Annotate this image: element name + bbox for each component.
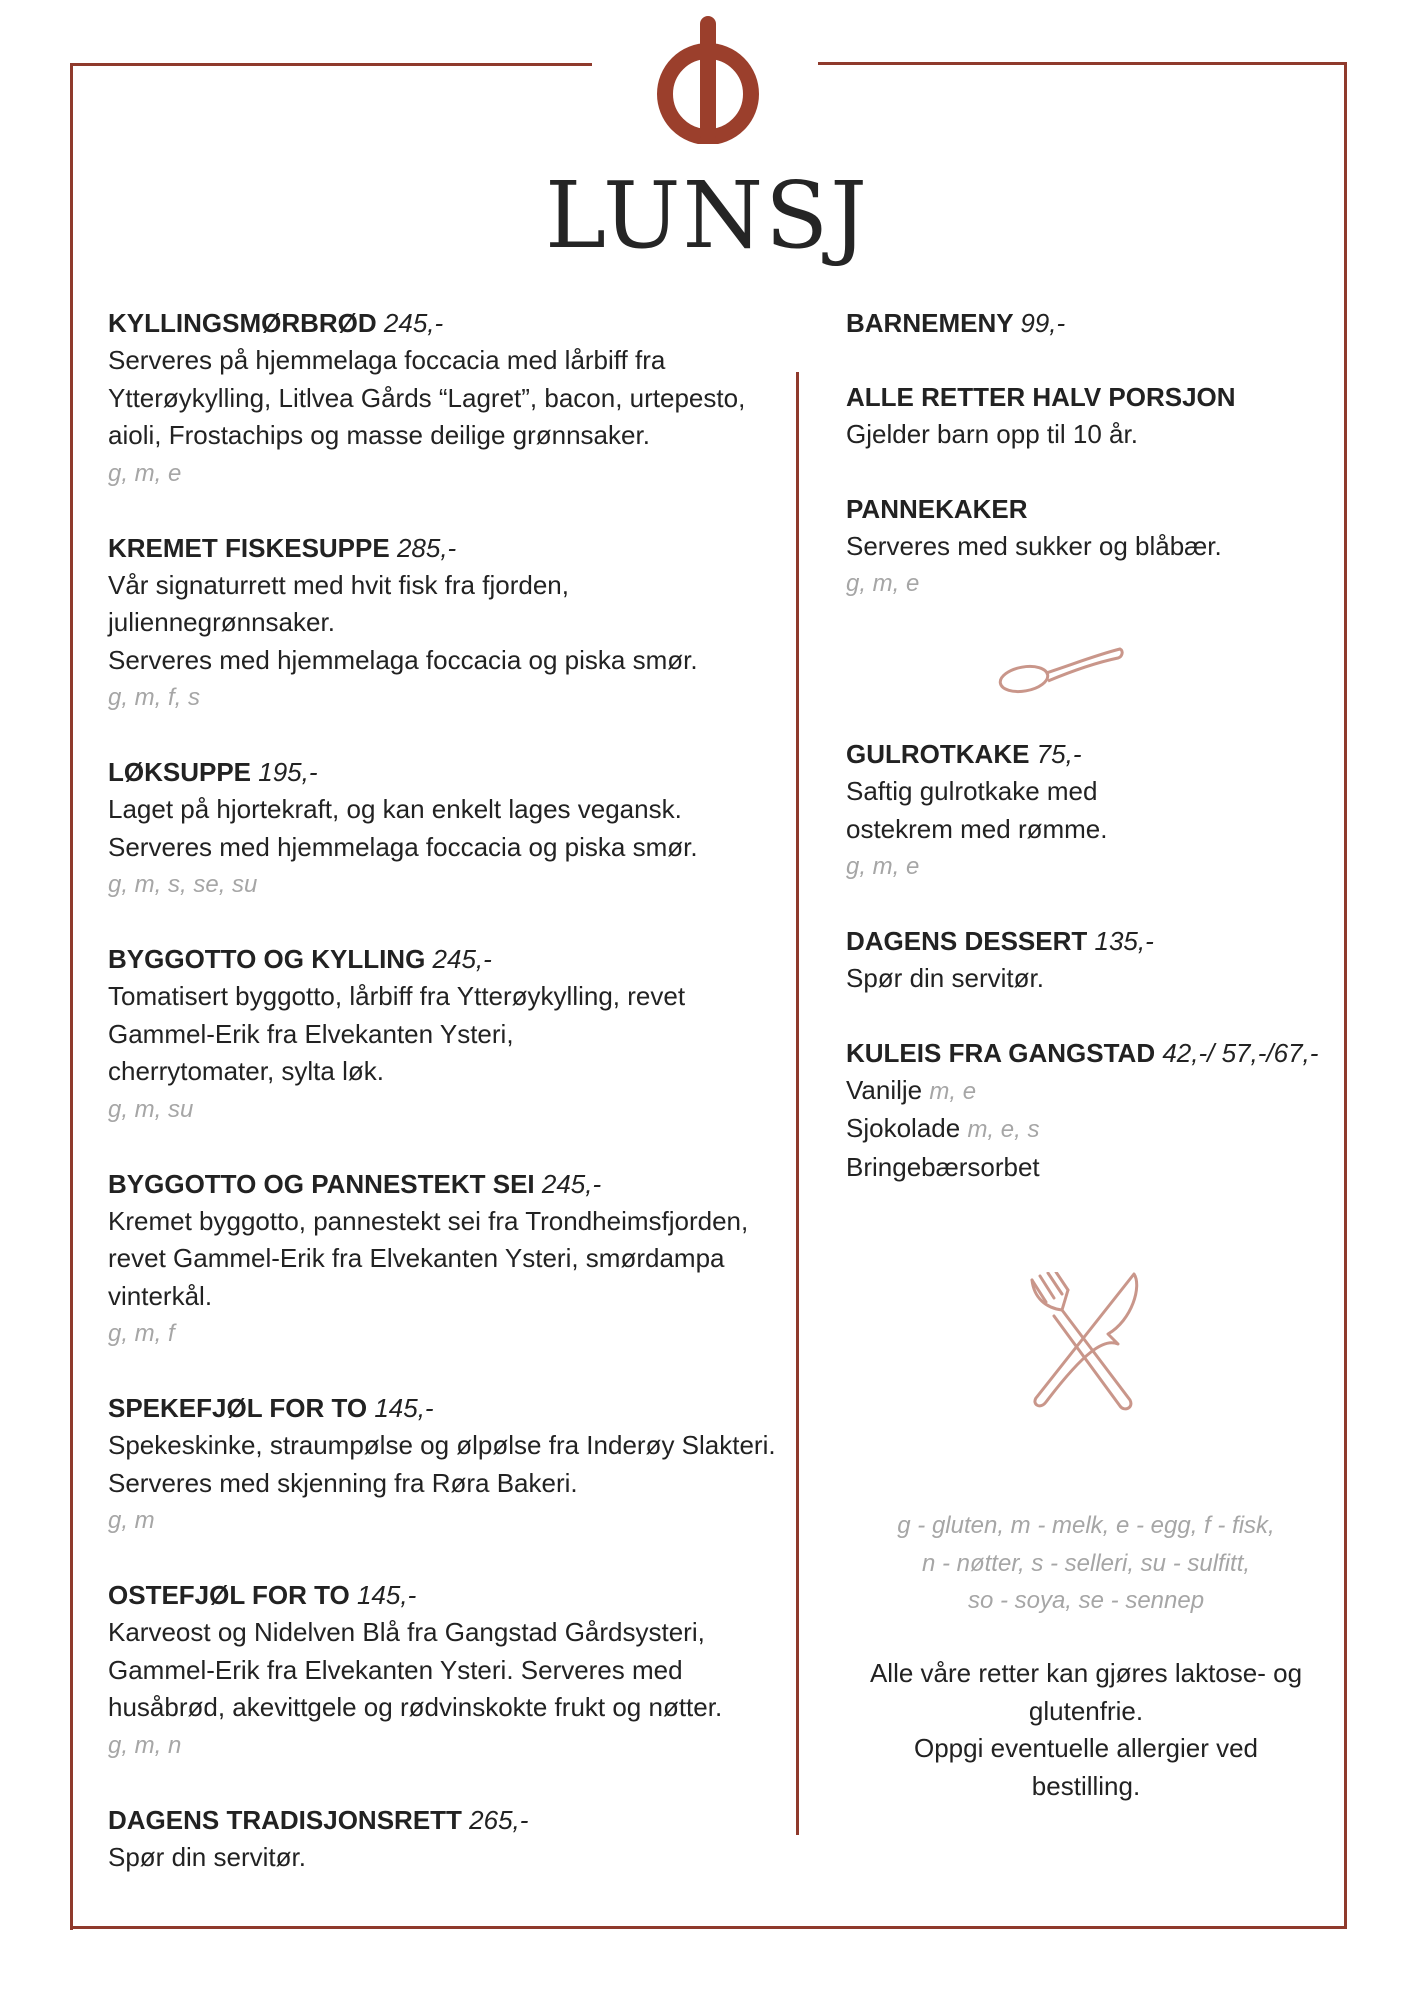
fork-knife-icon xyxy=(1024,1272,1144,1412)
item-title: PANNEKAKER xyxy=(846,493,1028,524)
item-title: KREMET FISKESUPPE xyxy=(108,532,390,563)
item-price: 285,- xyxy=(396,532,457,563)
restaurant-logo xyxy=(654,14,762,144)
item-title: ALLE RETTER HALV PORSJON xyxy=(846,382,1236,412)
frame-top-left xyxy=(70,63,592,66)
item-name xyxy=(846,1034,1336,1072)
flavor-item xyxy=(846,1072,1336,1111)
legend-line: n - nøtter, s - selleri, su - sulfitt, xyxy=(921,1549,1251,1577)
item-description: Spør din servitør. xyxy=(108,1841,306,1872)
item-name xyxy=(846,490,1336,528)
frame-top-right xyxy=(818,62,1347,65)
notice-line: glutenfrie. xyxy=(1028,1695,1144,1726)
left-column xyxy=(108,304,798,1912)
item-name xyxy=(846,378,1336,416)
item-description: Kremet byggotto, pannestekt sei fra Trondheimsfjorden, revet Gammel-Erik fra Elvekanten Ysteri, smørdampa vinterkål. xyxy=(108,1205,749,1311)
flavor-name: Bringebærsorbet xyxy=(846,1151,1040,1182)
item-price: 245,- xyxy=(541,1168,602,1199)
notice-line: bestilling. xyxy=(1031,1770,1141,1801)
frame-right xyxy=(1344,62,1347,1926)
right-bottom-items xyxy=(846,735,1336,998)
menu-item xyxy=(846,304,1336,342)
item-description: Gjelder barn opp til 10 år. xyxy=(846,419,1138,449)
right-column xyxy=(846,304,1336,1222)
item-price: 195,- xyxy=(258,757,318,787)
menu-item xyxy=(108,1576,798,1765)
item-allergens: g, m xyxy=(108,1507,155,1534)
item-allergens: g, m, e xyxy=(108,459,182,487)
item-price: 245,- xyxy=(432,944,492,974)
notice-line: Alle våre retter kan gjøres laktose- og xyxy=(869,1658,1303,1688)
item-allergens: g, m, e xyxy=(846,570,920,597)
item-title: BYGGOTTO OG KYLLING xyxy=(108,944,426,974)
item-description: Spekeskinke, straumpølse og ølpølse fra Inderøy Slakteri. Serveres med skjenning fra Røra Bakeri. xyxy=(108,1430,776,1498)
menu-item-kuleis xyxy=(846,1034,1336,1187)
item-title: DAGENS TRADISJONSRETT xyxy=(108,1804,462,1835)
item-name xyxy=(846,922,1336,960)
item-price: 75,- xyxy=(1036,739,1082,769)
item-name xyxy=(108,1801,798,1839)
item-name xyxy=(108,753,798,791)
menu-item xyxy=(108,1389,798,1540)
item-title: KYLLINGSMØRBRØD xyxy=(108,308,377,338)
item-name xyxy=(108,304,798,342)
legend-line: so - soya, se - sennep xyxy=(967,1587,1205,1614)
item-description: Tomatisert byggotto, lårbiff fra Ytterøykylling, revet Gammel-Erik fra Elvekanten Ysteri, cherrytomater, sylta løk. xyxy=(108,981,686,1086)
item-description: Laget på hjortekraft, og kan enkelt lages vegansk. Serveres med hjemmelaga foccacia og piska smør. xyxy=(108,794,698,862)
item-description: Karveost og Nidelven Blå fra Gangstad Gårdsysteri, Gammel-Erik fra Elvekanten Ysteri. Serveres med husåbrød, akevittgele og rødvinskokte frukt og nøtter. xyxy=(108,1617,723,1722)
item-title: KULEIS FRA GANGSTAD xyxy=(846,1037,1156,1068)
item-allergens: g, m, s, se, su xyxy=(108,871,258,898)
flavor-name: Sjokolade xyxy=(846,1113,961,1143)
item-allergens: g, m, su xyxy=(108,1095,194,1123)
item-title: OSTEFJØL FOR TO xyxy=(108,1580,350,1610)
flavor-allergens: m, e xyxy=(929,1077,977,1105)
menu-item xyxy=(846,490,1336,604)
flavor-item xyxy=(846,1149,1336,1187)
item-name xyxy=(108,529,798,567)
flavor-list xyxy=(846,1072,1336,1187)
item-allergens: g, m, n xyxy=(108,1731,182,1759)
item-title: LØKSUPPE xyxy=(108,757,252,787)
notice-line: Oppgi eventuelle allergier ved xyxy=(914,1733,1258,1763)
menu-item xyxy=(108,304,798,493)
page-title: LUNSJ xyxy=(544,162,869,269)
item-price: 99,- xyxy=(1020,308,1066,338)
item-description: Vår signaturrett med hvit fisk fra fjorden, juliennegrønnsaker. Serveres med hjemmelaga foccacia og piska smør. xyxy=(108,569,698,675)
item-price: 42,-/ 57,-/67,- xyxy=(1162,1037,1319,1068)
item-price: 245,- xyxy=(383,308,444,338)
item-allergens: g, m, e xyxy=(846,853,920,880)
item-title: SPEKEFJØL FOR TO xyxy=(108,1393,368,1423)
right-top-items xyxy=(846,304,1336,603)
spoon-icon xyxy=(996,639,1126,699)
flavor-item xyxy=(846,1110,1336,1149)
item-name xyxy=(108,940,798,978)
item-allergens: g, m, f, s xyxy=(108,684,201,711)
item-price: 265,- xyxy=(469,1804,529,1835)
item-description: Spør din servitør. xyxy=(846,963,1044,993)
item-description: Serveres på hjemmelaga foccacia med lårbiff fra Ytterøykylling, Litlvea Gårds “Lagret”, bacon, urtepesto, aioli, Frostachips og masse deilige grønnsaker. xyxy=(108,345,746,450)
flavor-name: Vanilje xyxy=(846,1074,923,1105)
item-title: BARNEMENY xyxy=(846,308,1014,338)
item-price: 145,- xyxy=(356,1580,417,1610)
allergy-notice xyxy=(846,1655,1326,1805)
item-title: BYGGOTTO OG PANNESTEKT SEI xyxy=(108,1168,535,1199)
allergen-legend xyxy=(846,1507,1326,1620)
flavor-allergens: m, e, s xyxy=(967,1116,1040,1143)
frame-left xyxy=(70,63,73,1930)
menu-item xyxy=(108,940,798,1129)
legend-line: g - gluten, m - melk, e - egg, f - fisk, xyxy=(897,1512,1275,1539)
item-allergens: g, m, f xyxy=(108,1320,175,1347)
item-name xyxy=(108,1576,798,1614)
menu-item xyxy=(108,1165,798,1354)
menu-item xyxy=(846,735,1336,886)
menu-item xyxy=(846,378,1336,454)
item-price: 145,- xyxy=(374,1393,434,1423)
menu-item xyxy=(846,922,1336,998)
frame-bottom xyxy=(70,1926,1347,1929)
menu-item xyxy=(108,529,798,718)
item-title: GULROTKAKE xyxy=(846,739,1030,769)
item-name xyxy=(108,1389,798,1427)
item-description: Serveres med sukker og blåbær. xyxy=(846,530,1222,561)
menu-item xyxy=(108,1801,798,1877)
item-name xyxy=(846,304,1336,342)
item-name xyxy=(108,1165,798,1203)
item-title: DAGENS DESSERT xyxy=(846,926,1088,956)
item-name xyxy=(846,735,1336,773)
item-description: Saftig gulrotkake med ostekrem med rømme. xyxy=(846,776,1108,844)
menu-item xyxy=(108,753,798,904)
item-price: 135,- xyxy=(1094,926,1154,956)
